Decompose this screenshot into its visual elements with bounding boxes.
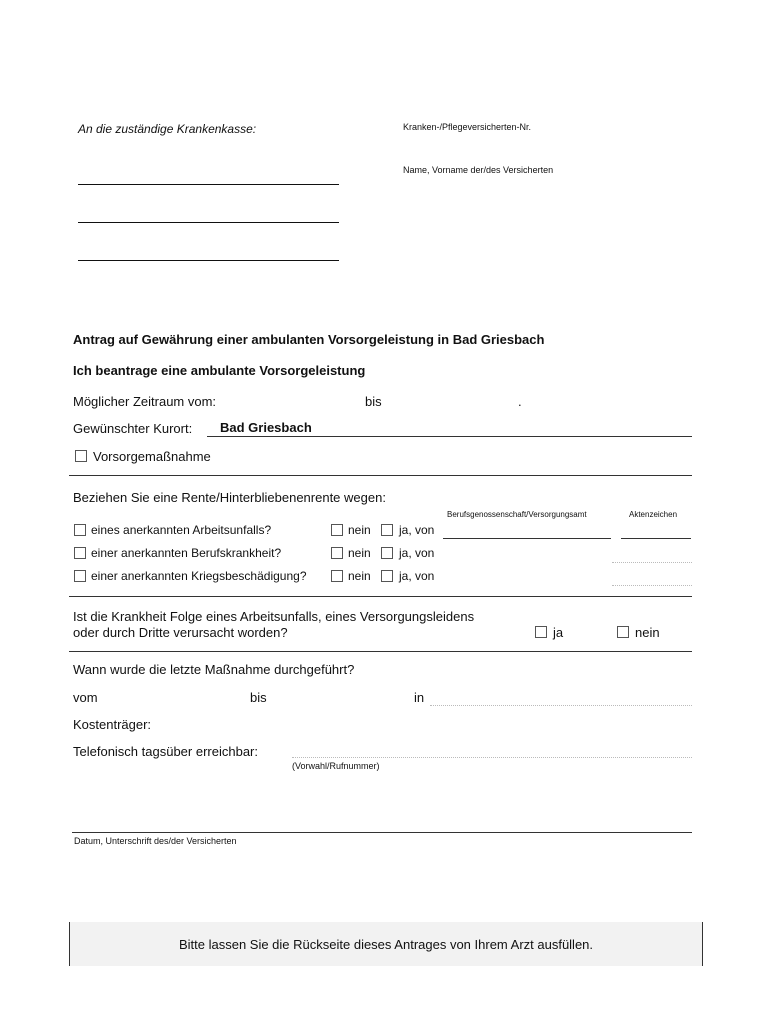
recipient-address-line-3[interactable] — [78, 260, 339, 261]
form-subtitle: Ich beantrage eine ambulante Vorsorgeleistung — [73, 363, 366, 378]
checkbox-cause-nein[interactable] — [617, 626, 629, 638]
last-measure-to-label: bis — [250, 690, 267, 705]
section-divider — [69, 475, 692, 476]
recipient-address-line-1[interactable] — [78, 184, 339, 185]
section-divider — [69, 596, 692, 597]
signature-label: Datum, Unterschrift des/der Versicherten — [74, 836, 237, 846]
last-measure-from-label: vom — [73, 690, 98, 705]
checkbox-berufskrankheit-nein[interactable] — [331, 547, 343, 559]
checkbox-vorsorgemassnahme[interactable] — [75, 450, 87, 462]
pension-question: Beziehen Sie eine Rente/Hinterbliebenenrente wegen: — [73, 490, 386, 505]
checkbox-berufskrankheit-ja[interactable] — [381, 547, 393, 559]
recipient-label: An die zuständige Krankenkasse: — [78, 122, 257, 136]
cost-bearer-label: Kostenträger: — [73, 717, 152, 732]
checkbox-arbeitsunfall[interactable] — [74, 524, 86, 536]
checkbox-arbeitsunfall-ja[interactable] — [381, 524, 393, 536]
pension-row-no-label: nein — [348, 569, 371, 583]
checkbox-kriegsbeschaedigung[interactable] — [74, 570, 86, 582]
insurance-number-label: Kranken-/Pflegeversicherten-Nr. — [403, 122, 532, 132]
reference-field-1[interactable] — [621, 538, 691, 539]
period-end-mark: . — [518, 394, 522, 409]
checkbox-cause-ja[interactable] — [535, 626, 547, 638]
section-divider — [69, 651, 692, 652]
cause-question-line-2: oder durch Dritte verursacht worden? — [73, 625, 288, 640]
resort-label: Gewünschter Kurort: — [73, 421, 193, 436]
phone-hint: (Vorwahl/Rufnummer) — [292, 761, 380, 771]
pension-row-no-label: nein — [348, 546, 371, 560]
resort-field-line — [207, 436, 692, 437]
checkbox-kriegsbeschaedigung-ja[interactable] — [381, 570, 393, 582]
reference-field-2[interactable] — [612, 562, 692, 563]
pension-row-yes-label: ja, von — [399, 523, 435, 537]
last-measure-question: Wann wurde die letzte Maßnahme durchgeführt? — [73, 662, 355, 677]
checkbox-kriegsbeschaedigung-nein[interactable] — [331, 570, 343, 582]
form-title: Antrag auf Gewährung einer ambulanten Vorsorgeleistung in Bad Griesbach — [73, 332, 545, 347]
last-measure-location-field[interactable] — [430, 705, 692, 706]
signature-line[interactable] — [72, 832, 692, 833]
institution-field-1[interactable] — [443, 538, 611, 539]
reference-field-3[interactable] — [612, 585, 692, 586]
cause-no-label: nein — [635, 625, 660, 640]
pension-row-label: einer anerkannten Berufskrankheit? — [91, 546, 282, 560]
pension-row-yes-label: ja, von — [399, 569, 435, 583]
pension-row-label: einer anerkannten Kriegsbeschädigung? — [91, 569, 307, 583]
reference-column-header: Aktenzeichen — [629, 510, 678, 519]
institution-column-header: Berufsgenossenschaft/Versorgungsamt — [447, 510, 587, 519]
checkbox-berufskrankheit[interactable] — [74, 547, 86, 559]
recipient-address-line-2[interactable] — [78, 222, 339, 223]
footer-note: Bitte lassen Sie die Rückseite dieses Antrages von Ihrem Arzt ausfüllen. — [178, 937, 594, 952]
pension-row-yes-label: ja, von — [399, 546, 435, 560]
measure-option-label: Vorsorgemaßnahme — [93, 449, 211, 464]
pension-row-no-label: nein — [348, 523, 371, 537]
phone-field[interactable] — [292, 757, 692, 758]
footer-note-box — [69, 922, 703, 966]
resort-value[interactable]: Bad Griesbach — [220, 420, 312, 435]
cause-question-line-1: Ist die Krankheit Folge eines Arbeitsunfalls, eines Versorgungsleidens — [73, 609, 475, 624]
period-from-label: Möglicher Zeitraum vom: — [73, 394, 217, 409]
period-to-label: bis — [365, 394, 382, 409]
cause-yes-label: ja — [553, 625, 564, 640]
checkbox-arbeitsunfall-nein[interactable] — [331, 524, 343, 536]
pension-row-label: eines anerkannten Arbeitsunfalls? — [91, 523, 272, 537]
last-measure-in-label: in — [414, 690, 425, 705]
phone-label: Telefonisch tagsüber erreichbar: — [73, 744, 258, 759]
insured-name-label: Name, Vorname der/des Versicherten — [403, 165, 554, 175]
